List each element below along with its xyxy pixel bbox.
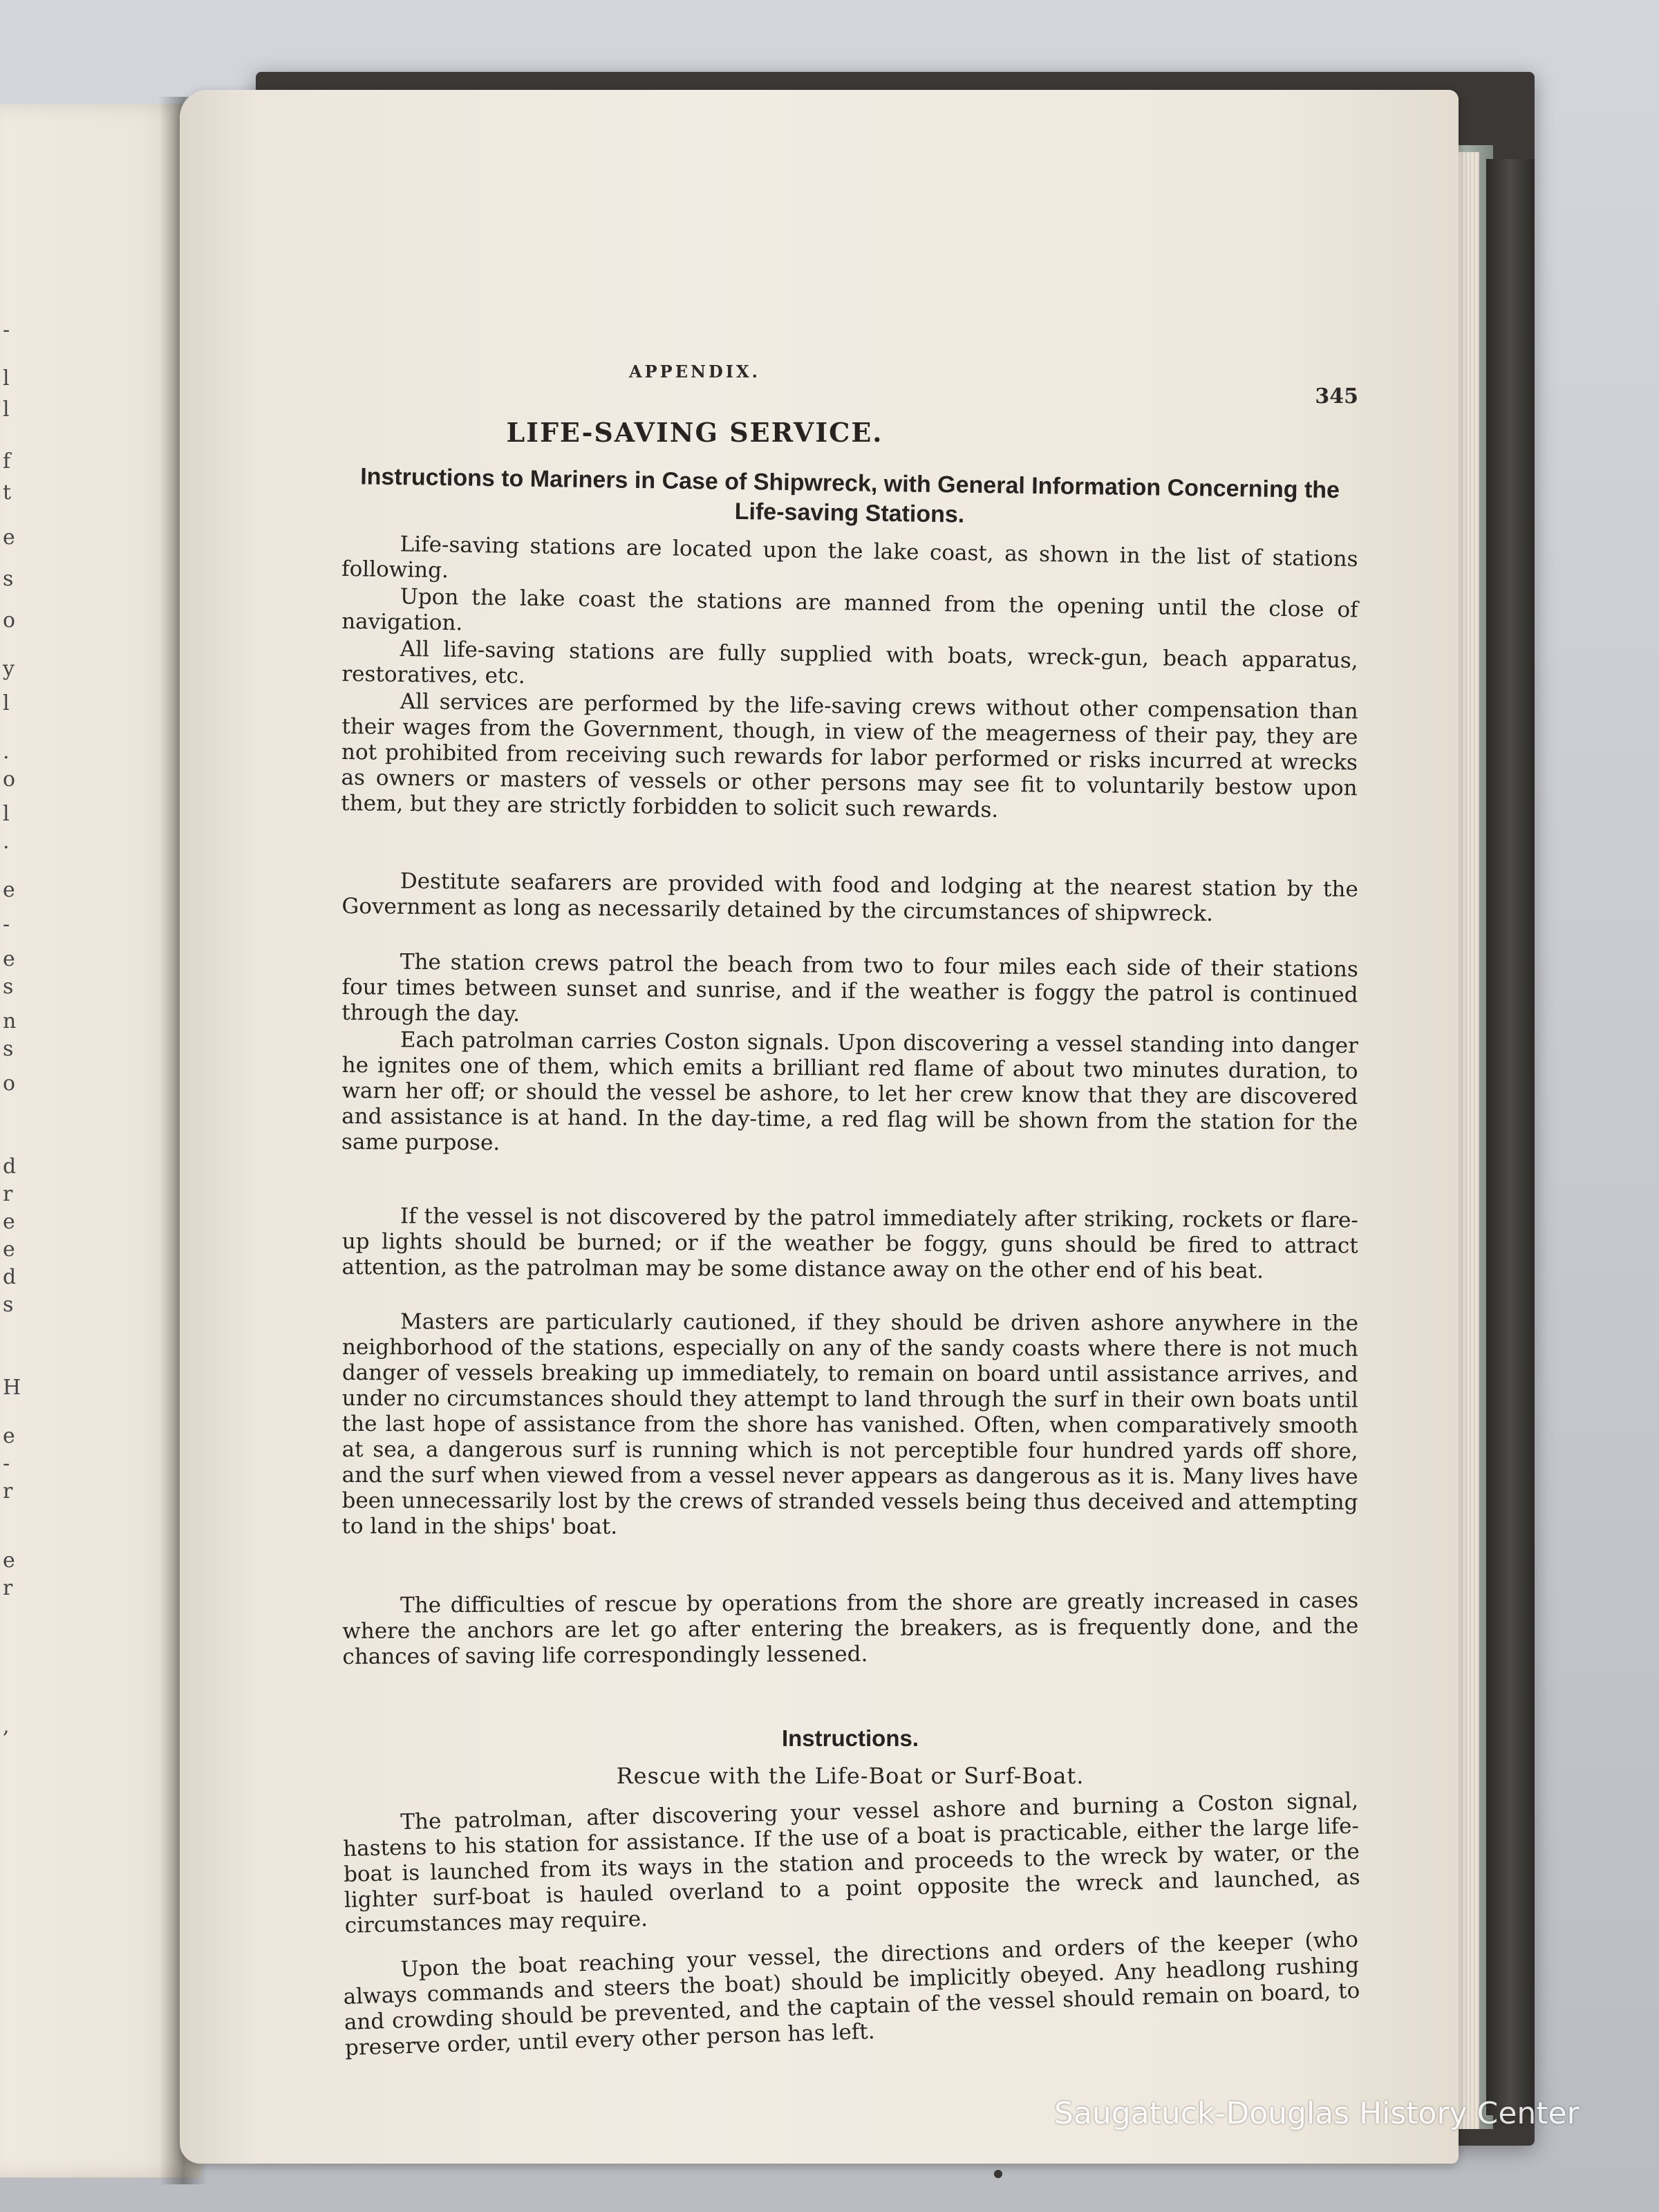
left-page-fragment: . bbox=[3, 830, 10, 854]
left-page-fragment: - bbox=[3, 1452, 10, 1476]
section-subtitle: Rescue with the Life-Boat or Surf-Boat. bbox=[616, 1763, 1085, 1789]
left-page-fragment: y bbox=[3, 657, 15, 681]
left-page-fragment: r bbox=[3, 1576, 13, 1600]
left-page-fragment: d bbox=[3, 1154, 17, 1179]
left-page-fragment: - bbox=[3, 318, 10, 342]
left-page-fragment: f bbox=[3, 449, 11, 474]
page-title: LIFE-SAVING SERVICE. bbox=[506, 417, 883, 448]
left-page-fragment: - bbox=[3, 912, 10, 937]
paragraph: The station crews patrol the beach from two to four miles each side of their stations four times between sunset and sunrise, and if the weather is foggy the patrol is continued through the day. bbox=[341, 949, 1358, 1027]
left-page-fragment: r bbox=[3, 1182, 13, 1206]
left-page-fragment: o bbox=[3, 608, 16, 632]
left-page-fragment: d bbox=[3, 1265, 17, 1289]
left-page-fragment: . bbox=[3, 740, 10, 764]
section-title: Instructions. bbox=[781, 1725, 919, 1751]
left-page-text-fragments bbox=[0, 104, 41, 2177]
left-page-fragment: t bbox=[3, 480, 12, 505]
left-page-fragment: s bbox=[3, 567, 14, 591]
left-page-fragment: s bbox=[3, 1293, 14, 1317]
left-page-fragment: e bbox=[3, 1237, 15, 1262]
left-page-fragment: l bbox=[3, 802, 10, 826]
left-page-fragment: o bbox=[3, 1071, 16, 1096]
paragraph: Upon the boat reaching your vessel, the directions and orders of the keeper (who always commands and steers the boat) should be implicitly obeyed. Any headlong rushing and crowding should be prevented, and the captain of the vessel should remain on board, to preserve order, until every other person has left. bbox=[343, 1927, 1360, 2061]
left-page-fragment: r bbox=[3, 1479, 13, 1503]
left-page-fragment: H bbox=[3, 1376, 21, 1400]
left-page-fragment: l bbox=[3, 366, 10, 391]
left-page-fragment: o bbox=[3, 767, 16, 791]
paragraph: All services are performed by the life-saving crews without other compensation than their wages from the Government, though, in view of the meagerness of their pay, they are not prohibited from receiving such rewards for labor performed or risks incurred at wrecks as owners or masters of vessels or other persons may see fit to voluntarily bestow upon them, but they are strictly forbidden to solicit such rewards. bbox=[341, 688, 1358, 823]
paragraph: The patrolman, after discovering your vessel ashore and burning a Coston signal, hastens to his station for assistance. If the use of a boat is practicable, either the large life-boat is launched from its ways in the station and proceeds to the wreck by water, or the lighter surf-boat is hauled overland to a point opposite the wreck and launched, as circumstances may require. bbox=[342, 1788, 1360, 1938]
paragraph: All life-saving stations are fully supplied with boats, wreck-gun, beach apparatus, restoratives, etc. bbox=[341, 637, 1358, 689]
book-spine-edge bbox=[1486, 159, 1535, 2115]
left-page-fragment: n bbox=[3, 1009, 17, 1033]
subhead: Instructions to Mariners in Case of Shipwreck, with General Information Concerning the Life-saving Stations. bbox=[359, 463, 1340, 528]
left-page-fragment: s bbox=[3, 975, 14, 999]
left-page-fragment: s bbox=[3, 1037, 14, 1061]
left-page-fragment: l bbox=[3, 397, 10, 422]
paragraph: The difficulties of rescue by operations from the shore are greatly increased in cases where the anchors are let go after entering the breakers, as is frequently done, and the chances of saving life correspondingly lessened. bbox=[342, 1588, 1359, 1669]
left-page-fragment: l bbox=[3, 691, 10, 715]
left-page-fragment: e bbox=[3, 878, 15, 902]
paragraph: Masters are particularly cautioned, if they should be driven ashore anywhere in the neighborhood of the stations, especially on any of the sandy coasts where there is not much danger of vessels breaking up immediately, to remain on board until assistance arrives, and under no circumstances should they attempt to land through the surf in their own boats until the last hope of assistance from the shore has vanished. Often, when comparatively smooth at sea, a dangerous surf is running which is not perceptible four hundred yards off shore, and the surf when viewed from a vessel never appears as dangerous as it is. Many lives have been unnecessarily lost by the crews of stranded vessels being thus deceived and attempting to land in the ships' boat. bbox=[341, 1309, 1358, 1539]
paragraph: Each patrolman carries Coston signals. Upon discovering a vessel standing into danger he ignites one of them, which emits a brilliant red flame of about two minutes duration, to warn her off; or should the vessel be ashore, to let her crew know that they are discovered and assistance is at hand. In the day-time, a red flag will be shown from the station for the same purpose. bbox=[341, 1027, 1358, 1156]
running-head: APPENDIX. bbox=[629, 362, 760, 382]
paragraph: Life-saving stations are located upon the lake coast, as shown in the list of stations following. bbox=[341, 532, 1358, 583]
left-page-fragment: , bbox=[3, 1714, 10, 1738]
paragraph: If the vessel is not discovered by the patrol immediately after striking, rockets or flare-up lights should be burned; or if the weather be foggy, guns should be fired to attract attention, as the patrolman may be some distance away on the other end of his beat. bbox=[341, 1203, 1358, 1284]
left-page-fragment: e bbox=[3, 1210, 15, 1234]
left-page-fragment: e bbox=[3, 1548, 15, 1573]
paragraph: Destitute seafarers are provided with food and lodging at the nearest station by the Government as long as necessarily detained by the circumstances of shipwreck. bbox=[341, 868, 1358, 926]
page-number: 345 bbox=[1315, 384, 1358, 409]
left-page-fragment: e bbox=[3, 1424, 15, 1448]
watermark: Saugatuck-Douglas History Center bbox=[1054, 2096, 1580, 2131]
page-dot bbox=[994, 2170, 1002, 2178]
right-page bbox=[180, 90, 1459, 2164]
left-page-fragment: e bbox=[3, 525, 15, 550]
left-page-fragment: e bbox=[3, 947, 15, 971]
paragraph: Upon the lake coast the stations are manned from the opening until the close of navigation. bbox=[341, 584, 1358, 636]
